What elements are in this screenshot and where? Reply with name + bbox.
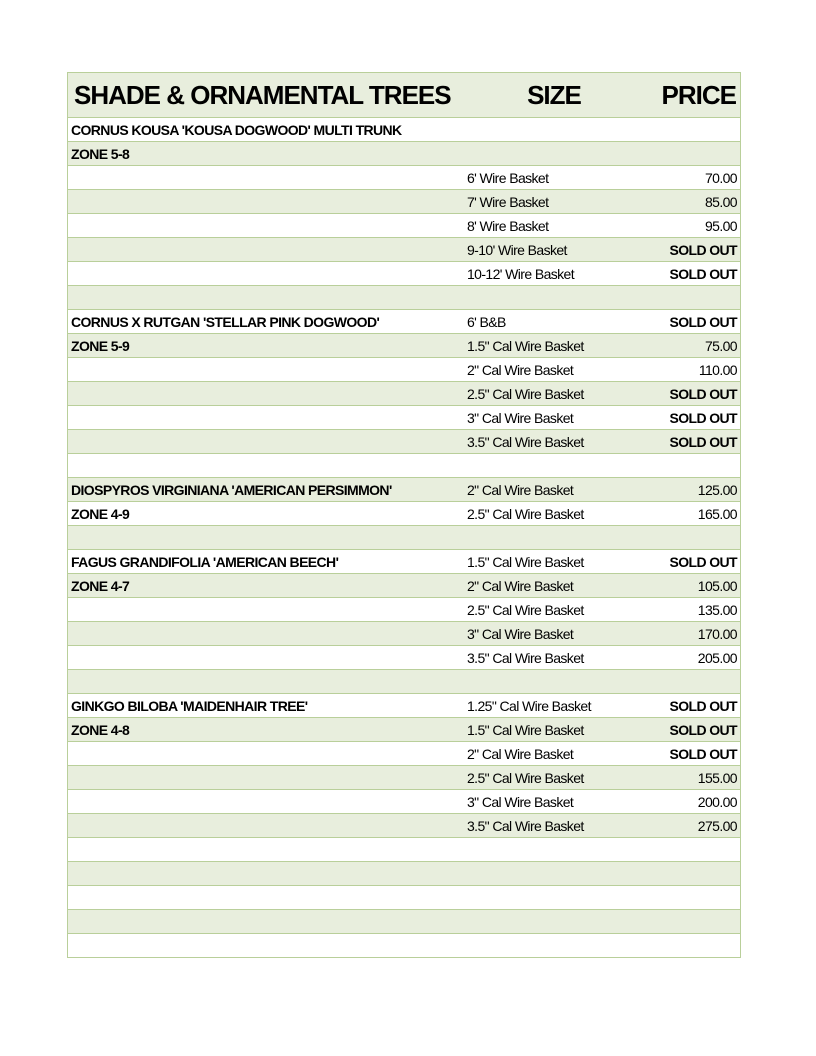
price-cell: 135.00 xyxy=(697,601,737,618)
price-cell: SOLD OUT xyxy=(669,745,737,762)
size-cell: 3" Cal Wire Basket xyxy=(467,625,574,642)
price-cell: 200.00 xyxy=(697,793,737,810)
size-cell: 10-12' Wire Basket xyxy=(467,265,575,282)
size-cell: 3" Cal Wire Basket xyxy=(467,409,574,426)
table-row xyxy=(68,766,740,790)
table-row xyxy=(68,814,740,838)
table-row xyxy=(68,430,740,454)
table-row xyxy=(68,262,740,286)
size-cell: 6' B&B xyxy=(467,313,506,330)
table-row xyxy=(68,862,740,886)
table-row xyxy=(68,526,740,550)
size-cell: 2.5" Cal Wire Basket xyxy=(467,601,584,618)
table-row xyxy=(68,358,740,382)
table-row xyxy=(68,886,740,910)
table-row xyxy=(68,190,740,214)
table-row xyxy=(68,622,740,646)
size-cell: 2.5" Cal Wire Basket xyxy=(467,505,584,522)
size-cell: 3.5" Cal Wire Basket xyxy=(467,433,584,450)
table-row xyxy=(68,454,740,478)
table-row xyxy=(68,406,740,430)
size-cell: 2" Cal Wire Basket xyxy=(467,481,574,498)
price-cell: 170.00 xyxy=(697,625,737,642)
table-row xyxy=(68,574,740,598)
plant-name-cell: GINKGO BILOBA 'MAIDENHAIR TREE' xyxy=(71,697,308,714)
plant-name-cell: CORNUS KOUSA 'KOUSA DOGWOOD' MULTI TRUNK xyxy=(71,121,402,138)
price-cell: 95.00 xyxy=(704,217,737,234)
price-cell: 105.00 xyxy=(697,577,737,594)
table-body xyxy=(68,118,740,957)
size-cell: 1.5" Cal Wire Basket xyxy=(467,721,584,738)
table-row xyxy=(68,694,740,718)
plant-name-cell: ZONE 5-8 xyxy=(71,145,130,162)
plant-name-cell: ZONE 4-7 xyxy=(71,577,130,594)
price-cell: 75.00 xyxy=(704,337,737,354)
table-row xyxy=(68,646,740,670)
header-name: SHADE & ORNAMENTAL TREES xyxy=(74,79,451,110)
price-cell: SOLD OUT xyxy=(669,721,737,738)
price-cell: SOLD OUT xyxy=(669,265,737,282)
size-cell: 3.5" Cal Wire Basket xyxy=(467,649,584,666)
table-row xyxy=(68,214,740,238)
table-row xyxy=(68,286,740,310)
table-row xyxy=(68,550,740,574)
price-cell: SOLD OUT xyxy=(669,553,737,570)
plant-name-cell: CORNUS X RUTGAN 'STELLAR PINK DOGWOOD' xyxy=(71,313,380,330)
size-cell: 2" Cal Wire Basket xyxy=(467,577,574,594)
price-cell: SOLD OUT xyxy=(669,409,737,426)
price-cell: 125.00 xyxy=(697,481,737,498)
size-cell: 2" Cal Wire Basket xyxy=(467,745,574,762)
price-cell: 85.00 xyxy=(704,193,737,210)
plant-name-cell: ZONE 4-8 xyxy=(71,721,130,738)
table-row xyxy=(68,382,740,406)
header-size: SIZE xyxy=(527,79,581,110)
table-row xyxy=(68,718,740,742)
table-row xyxy=(68,310,740,334)
table-row xyxy=(68,166,740,190)
price-cell: 165.00 xyxy=(697,505,737,522)
price-cell: SOLD OUT xyxy=(669,241,737,258)
size-cell: 6' Wire Basket xyxy=(467,169,549,186)
table-row xyxy=(68,118,740,142)
price-cell: 155.00 xyxy=(697,769,737,786)
plant-name-cell: FAGUS GRANDIFOLIA 'AMERICAN BEECH' xyxy=(71,553,339,570)
table-row xyxy=(68,502,740,526)
header-price: PRICE xyxy=(661,79,736,110)
size-cell: 1.5" Cal Wire Basket xyxy=(467,553,584,570)
table-row xyxy=(68,142,740,166)
size-cell: 1.25" Cal Wire Basket xyxy=(467,697,591,714)
table-row xyxy=(68,910,740,934)
table-row xyxy=(68,478,740,502)
table-row xyxy=(68,790,740,814)
size-cell: 2.5" Cal Wire Basket xyxy=(467,769,584,786)
table-row xyxy=(68,838,740,862)
price-cell: SOLD OUT xyxy=(669,313,737,330)
size-cell: 8' Wire Basket xyxy=(467,217,549,234)
table-row xyxy=(68,670,740,694)
size-cell: 1.5" Cal Wire Basket xyxy=(467,337,584,354)
price-cell: SOLD OUT xyxy=(669,433,737,450)
price-cell: SOLD OUT xyxy=(669,385,737,402)
plant-name-cell: ZONE 4-9 xyxy=(71,505,130,522)
price-cell: SOLD OUT xyxy=(669,697,737,714)
price-cell: 70.00 xyxy=(704,169,737,186)
table-row xyxy=(68,238,740,262)
plant-name-cell: DIOSPYROS VIRGINIANA 'AMERICAN PERSIMMON' xyxy=(71,481,392,498)
table-header xyxy=(68,73,740,118)
table-row xyxy=(68,598,740,622)
table-row xyxy=(68,934,740,957)
size-cell: 2" Cal Wire Basket xyxy=(467,361,574,378)
size-cell: 2.5" Cal Wire Basket xyxy=(467,385,584,402)
table-row xyxy=(68,334,740,358)
table-row xyxy=(68,742,740,766)
size-cell: 7' Wire Basket xyxy=(467,193,549,210)
size-cell: 3.5" Cal Wire Basket xyxy=(467,817,584,834)
price-cell: 275.00 xyxy=(697,817,737,834)
plant-name-cell: ZONE 5-9 xyxy=(71,337,130,354)
size-cell: 3" Cal Wire Basket xyxy=(467,793,574,810)
price-cell: 205.00 xyxy=(697,649,737,666)
price-cell: 110.00 xyxy=(698,361,737,378)
size-cell: 9-10' Wire Basket xyxy=(467,241,567,258)
price-list-table xyxy=(67,72,741,958)
